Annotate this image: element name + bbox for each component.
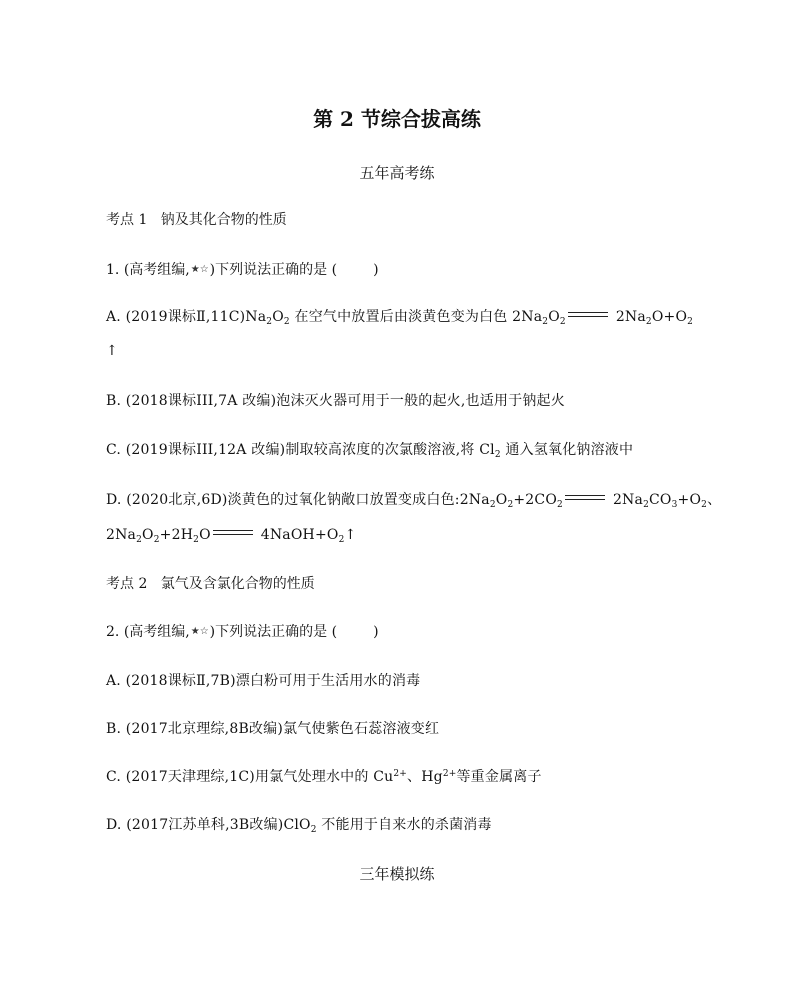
q2-number: 2. [106, 624, 120, 640]
option-source: (2020北京,6D) [126, 492, 228, 508]
topic1-label: 考点 1 [106, 212, 148, 228]
subscript: 2 [557, 500, 563, 510]
subscript: 2 [193, 535, 200, 545]
option-text: 淡黄色的过氧化钠敞口放置变成白色:2Na [227, 492, 490, 508]
option-text: 漂白粉可用于生活用水的消毒 [235, 673, 421, 689]
option-text: O [548, 309, 560, 325]
q2-stem-text: )下列说法正确的是 [209, 624, 328, 640]
q1-option-d-line2 [106, 526, 356, 544]
option-source: (2017北京理综,8B改编) [125, 721, 283, 737]
equal-sign-icon [213, 530, 253, 535]
subscript: 2 [507, 500, 514, 510]
up-arrow-icon: ↑ [344, 527, 357, 543]
option-text: 2Na [615, 309, 646, 325]
option-text: 2Na [106, 527, 137, 543]
option-text: O+O [651, 309, 688, 325]
q2-stem [106, 623, 379, 641]
q1-source: (高考组编, [123, 262, 190, 278]
q1-option-c [106, 441, 633, 459]
option-label: D. [106, 817, 122, 833]
subscript: 2 [136, 535, 143, 545]
option-text: Na [245, 309, 267, 325]
subscript: 2 [645, 317, 652, 327]
option-text: 在空气中放置后由淡黄色变为白色 2Na [289, 309, 543, 325]
subscript: 2 [153, 535, 160, 545]
q1-number: 1. [106, 262, 120, 278]
option-source: (2017江苏单科,3B改编) [126, 817, 284, 833]
q2-source: (高考组编, [123, 624, 190, 640]
option-label: B. [106, 721, 122, 737]
subscript: 2 [643, 500, 649, 510]
option-text: 通入氢氧化钠溶液中 [500, 442, 634, 458]
option-source: (2019课标III,12A 改编) [125, 442, 286, 458]
option-label: C. [106, 769, 122, 785]
topic2-name: 氯气及含氯化合物的性质 [160, 576, 315, 592]
topic2-heading [106, 575, 315, 593]
option-text: ClO [283, 817, 311, 833]
q2-option-a [106, 672, 420, 690]
option-text: 制取较高浓度的次氯酸溶液,将 Cl [285, 442, 495, 458]
option-text: O [199, 527, 211, 543]
section-five-year-heading: 五年高考练 [359, 164, 435, 182]
option-text: 4NaOH+O [260, 527, 339, 543]
subscript: 2 [489, 500, 496, 510]
superscript: 2+ [442, 769, 457, 779]
option-source: (2018课标Ⅱ,7B) [125, 673, 236, 689]
q1-option-d [106, 491, 721, 509]
q1-option-a-arrow [106, 342, 118, 360]
q2-paren-close: ) [373, 624, 379, 640]
option-text: 2Na [612, 492, 644, 508]
subscript: 2 [338, 535, 345, 545]
subscript: 2 [310, 825, 317, 835]
topic2-label: 考点 2 [106, 576, 148, 592]
option-source: (2017天津理综,1C) [125, 769, 255, 785]
q1-option-a [106, 308, 693, 326]
q1-stem-text: )下列说法正确的是 [209, 262, 328, 278]
q1-stem [106, 261, 379, 279]
option-label: B. [106, 393, 122, 409]
subscript: 2 [701, 500, 708, 510]
option-text: +O [677, 492, 702, 508]
option-text: 不能用于自来水的杀菌消毒 [316, 817, 492, 833]
equal-sign-icon [568, 312, 608, 317]
section-three-year-heading: 三年模拟练 [359, 865, 435, 883]
difficulty-stars-icon: ★☆ [190, 626, 209, 637]
option-source: (2019课标Ⅱ,11C) [125, 309, 246, 325]
option-text: 泡沫灭火器可用于一般的起火,也适用于钠起火 [276, 393, 565, 409]
option-label: D. [106, 492, 122, 508]
option-text: CO [649, 492, 672, 508]
option-text: 、Hg [407, 769, 443, 785]
option-text: O [142, 527, 154, 543]
page-title: 第 2 节综合拔高练 [313, 107, 481, 131]
q2-option-b [106, 720, 439, 738]
q2-option-d [106, 816, 492, 834]
option-text: 等重金属离子 [456, 769, 542, 785]
subscript: 2 [494, 450, 501, 460]
subscript: 2 [559, 317, 566, 327]
q2-option-c [106, 768, 542, 786]
topic1-heading [106, 211, 287, 229]
subscript: 2 [542, 317, 549, 327]
option-label: A. [106, 673, 121, 689]
q1-paren-open: ( [331, 262, 338, 278]
option-text: 氯气使紫色石蕊溶液变红 [283, 721, 440, 737]
subscript: 2 [687, 317, 694, 327]
option-text: +2H [159, 527, 194, 543]
option-label: C. [106, 442, 122, 458]
q1-paren-close: ) [373, 262, 379, 278]
option-text: O [272, 309, 284, 325]
option-text: +2CO [513, 492, 558, 508]
option-text: 、 [707, 492, 722, 508]
subscript: 2 [283, 317, 290, 327]
option-text: 用氯气处理水中的 Cu [254, 769, 394, 785]
option-label: A. [106, 309, 121, 325]
up-arrow-icon: ↑ [106, 343, 118, 359]
subscript: 3 [671, 500, 678, 510]
equal-sign-icon [565, 495, 605, 500]
difficulty-stars-icon: ★☆ [190, 264, 209, 275]
option-text: O [495, 492, 508, 508]
topic1-name: 钠及其化合物的性质 [160, 212, 287, 228]
subscript: 2 [266, 317, 273, 327]
superscript: 2+ [393, 769, 408, 779]
q2-paren-open: ( [331, 624, 338, 640]
option-source: (2018课标III,7A 改编) [125, 393, 277, 409]
q1-option-b [106, 392, 565, 410]
